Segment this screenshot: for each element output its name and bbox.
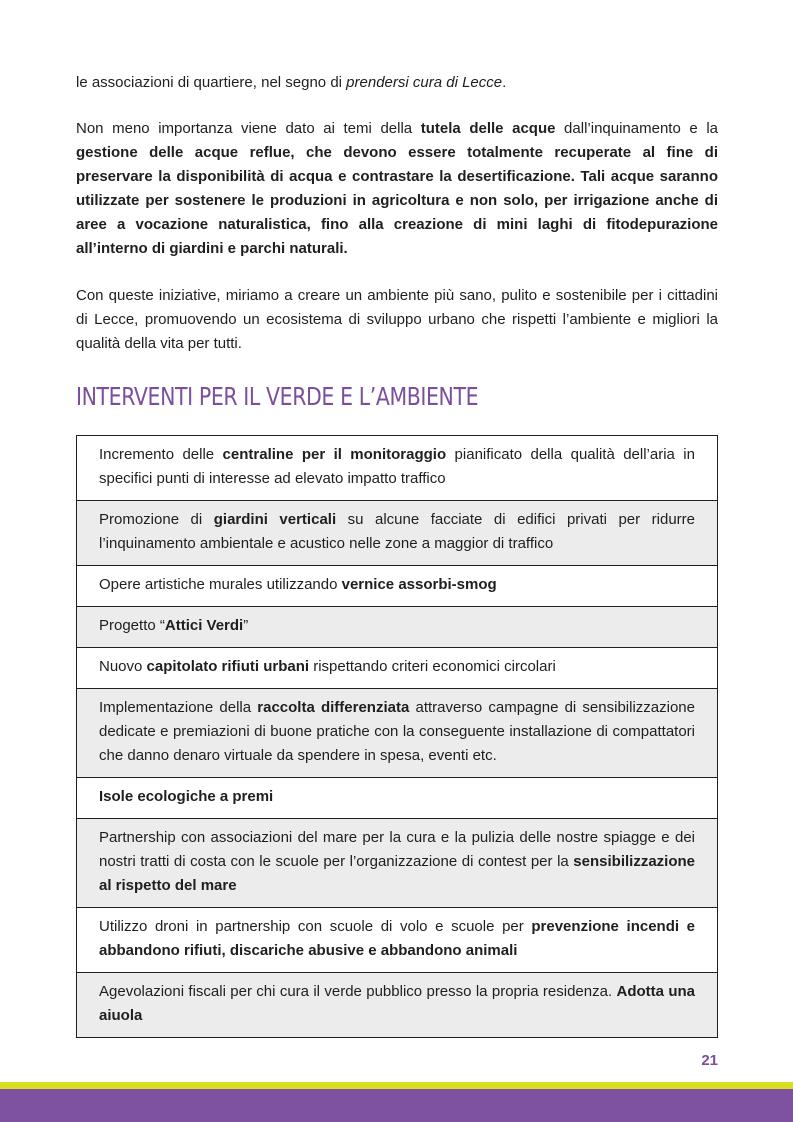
text-run: Implementazione della: [99, 699, 258, 716]
bold-text: Isole ecologiche a premi: [99, 788, 274, 805]
intervention-cell: [77, 607, 718, 648]
intervention-row: [77, 648, 718, 689]
paragraph-water-protection: [76, 117, 718, 261]
intervention-cell: [77, 648, 718, 689]
text-run: Agevolazioni fiscali per chi cura il verde pubblico presso la propria residenza.: [99, 983, 617, 1000]
intervention-row: [77, 908, 718, 973]
intervention-cell: [77, 689, 718, 778]
text-run: ”: [243, 617, 249, 634]
intervention-row: [77, 566, 718, 607]
bold-text: tutela delle acque: [420, 120, 556, 137]
footer-band-lime: [0, 1082, 793, 1089]
text-run: pianificato della qualità dell’aria in specifici punti di interesse ad elevato impatto traffico: [99, 446, 695, 487]
intervention-cell: [77, 908, 718, 973]
text-run: .: [502, 74, 507, 91]
bold-text: Adotta una aiuola: [99, 983, 695, 1024]
intervention-cell: [77, 819, 718, 908]
text-run: su alcune facciate di edifici privati per ridurre l’inquinamento ambientale e acustico nelle zone a maggior di traffico: [99, 511, 695, 552]
section-title: INTERVENTI PER IL VERDE E L’AMBIENTE: [76, 382, 479, 411]
text-run: le associazioni di quartiere, nel segno di: [76, 74, 347, 91]
text-run: Partnership con associazioni del mare per la cura e la pulizia delle nostre spiagge e dei nostri tratti di costa con le scuole per l’organizzazione di contest per la: [99, 829, 695, 870]
bold-text: centraline per il monitoraggio: [222, 446, 447, 463]
intervention-row: [77, 607, 718, 648]
intervention-row: [77, 436, 718, 501]
interventions-table: [76, 435, 718, 1038]
intervention-cell: [77, 501, 718, 566]
bold-text: capitolato rifiuti urbani: [146, 658, 310, 675]
bold-text: vernice assorbi-smog: [341, 576, 497, 593]
text-run: Nuovo: [99, 658, 147, 675]
text-run: Non meno importanza viene dato ai temi della: [76, 120, 421, 137]
intervention-row: [77, 689, 718, 778]
text-run: Promozione di: [99, 511, 214, 528]
paragraph-conclusion: [76, 284, 718, 356]
intervention-row: [77, 819, 718, 908]
text-run: Opere artistiche murales utilizzando: [99, 576, 342, 593]
intervention-cell: [77, 778, 718, 819]
bold-text: prevenzione incendi e abbandono rifiuti, discariche abusive e abbandono animali: [99, 918, 695, 959]
text-run: attraverso campagne di sensibilizzazione dedicate e premiazioni di buone pratiche con la conseguente installazione di compattatori che danno denaro virtuale da spendere in spesa, eventi etc.: [99, 699, 695, 764]
text-run: Progetto “: [99, 617, 165, 634]
intervention-cell: [77, 436, 718, 501]
text-run: Incremento delle: [99, 446, 223, 463]
text-run: Utilizzo droni in partnership con scuole di volo e scuole per: [99, 918, 532, 935]
italic-text: prendersi cura di Lecce: [346, 74, 503, 91]
text-run: rispettando criteri economici circolari: [309, 658, 556, 675]
interventions-table-body: [77, 436, 718, 1038]
text-run: Con queste iniziative, miriamo a creare un ambiente più sano, pulito e sostenibile per i cittadini di Lecce, promuovendo un ecosistema di sviluppo urbano che rispetti l’ambiente e migliori la qualità della vita per tutti.: [76, 287, 718, 352]
bold-text: raccolta differenziata: [257, 699, 410, 716]
footer-band-purple: [0, 1089, 793, 1122]
intervention-row: [77, 501, 718, 566]
intervention-row: [77, 778, 718, 819]
text-run: dall’inquinamento e la: [555, 120, 719, 137]
intervention-cell: [77, 973, 718, 1038]
bold-text: sensibilizzazione al rispetto del mare: [99, 853, 695, 894]
paragraph-intro-continuation: [76, 71, 718, 95]
bold-text: giardini verticali: [213, 511, 337, 528]
intervention-row: [77, 973, 718, 1038]
page-number: 21: [701, 1052, 718, 1069]
intervention-cell: [77, 566, 718, 607]
bold-text: Attici Verdi: [164, 617, 244, 634]
bold-text: gestione delle acque reflue, che devono essere totalmente recuperate al fine di preservare la disponibilità di acqua e contrastare la desertificazione. Tali acque saranno utilizzate per sostenere le produzioni in agricoltura e non solo, per irrigazione anche di aree a vocazione naturalistica, fino alla creazione di mini laghi di fitodepurazione all’interno di giardini e parchi naturali.: [76, 144, 718, 257]
